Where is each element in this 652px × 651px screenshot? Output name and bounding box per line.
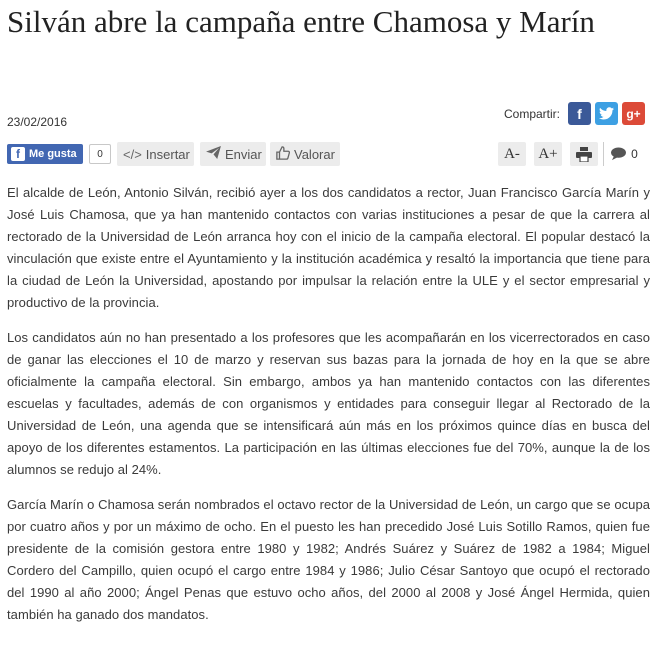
embed-label: Insertar (145, 146, 190, 162)
article-body (7, 182, 650, 639)
send-label: Enviar (225, 146, 262, 162)
article-paragraph: Los candidatos aún no han presentado a los profesores que les acompañarán en los vicerrectorados en caso de ganar las elecciones el 10 de marzo y reservan sus bazas para la jornada de hoy en la que se abre oficialmente la campaña electoral. Sin embargo, ambos ya han mantenido contactos con las diferentes escuelas y facultades, además de con organismos y entidades para conseguir llegar al Rectorado de la Universidad de León, una agenda que se intensificará aún más en los próximos quince días en busca del apoyo de los diferentes estamentos. La participación en las últimas elecciones fue del 70%, aunque la de los alumnos se redujo al 24%. (7, 330, 650, 477)
font-increase-button[interactable]: A+ (534, 142, 562, 166)
google-plus-share-button[interactable] (622, 102, 645, 125)
comment-icon (610, 147, 627, 161)
thumbs-up-icon (276, 146, 290, 163)
font-decrease-button[interactable]: A- (498, 142, 526, 166)
embed-button[interactable] (117, 142, 194, 166)
article-paragraph: El alcalde de León, Antonio Silván, recibió ayer a los dos candidatos a rector, Juan Francisco García Marín y José Luis Chamosa, que ya han mantenido contactos con varias instituciones a pesar de que la carrera al rectorado de la Universidad de León arranca hoy con el inicio de la campaña electoral. El popular destacó la vinculación que existe entre el Ayuntamiento y la institución académica y resaltó la importancia que tiene para la ciudad de León la Universidad, apostando por impulsar la relación entre la ULE y el sector empresarial y productivo de la provincia. (7, 185, 650, 310)
article-title: Silván abre la campaña entre Chamosa y Marín (7, 4, 595, 39)
rate-label: Valorar (294, 146, 335, 162)
facebook-like-button[interactable] (7, 144, 83, 164)
rate-button[interactable] (270, 142, 340, 166)
facebook-icon: f (577, 105, 582, 122)
comment-count: 0 (631, 147, 638, 161)
google-plus-icon: g+ (626, 106, 641, 121)
code-icon: </> (123, 146, 142, 162)
send-button[interactable] (200, 142, 266, 166)
comments-button[interactable] (603, 142, 644, 166)
paper-plane-icon (206, 146, 221, 162)
facebook-icon: f (11, 147, 25, 161)
printer-icon (576, 147, 592, 162)
twitter-share-button[interactable] (595, 102, 618, 125)
article-date: 23/02/2016 (7, 115, 68, 129)
twitter-icon (599, 107, 614, 120)
article-toolbar (7, 142, 645, 167)
like-label: Me gusta (29, 148, 77, 160)
print-button[interactable] (570, 142, 598, 166)
article-paragraph: García Marín o Chamosa serán nombrados el octavo rector de la Universidad de León, un cargo que se ocupa por cuatro años y por un máximo de ocho. En el puesto les han precedido José Luis Sotillo Ramos, quien fue presidente de la comisión gestora entre 1980 y 1982; Andrés Suárez y Suárez de 1982 a 1984; Miguel Cordero del Campillo, quien ocupó el cargo entre 1984 y 1986; Julio César Santoyo que ocupó el rectorado del 1990 al año 2000; Ángel Penas que estuvo ocho años, del 2000 al 2008 y José Ángel Hermida, quien también ha ganado dos mandatos. (7, 497, 650, 622)
share-bar (504, 102, 645, 125)
like-count: 0 (89, 144, 111, 164)
share-label: Compartir: (503, 106, 560, 121)
facebook-share-button[interactable] (568, 102, 591, 125)
